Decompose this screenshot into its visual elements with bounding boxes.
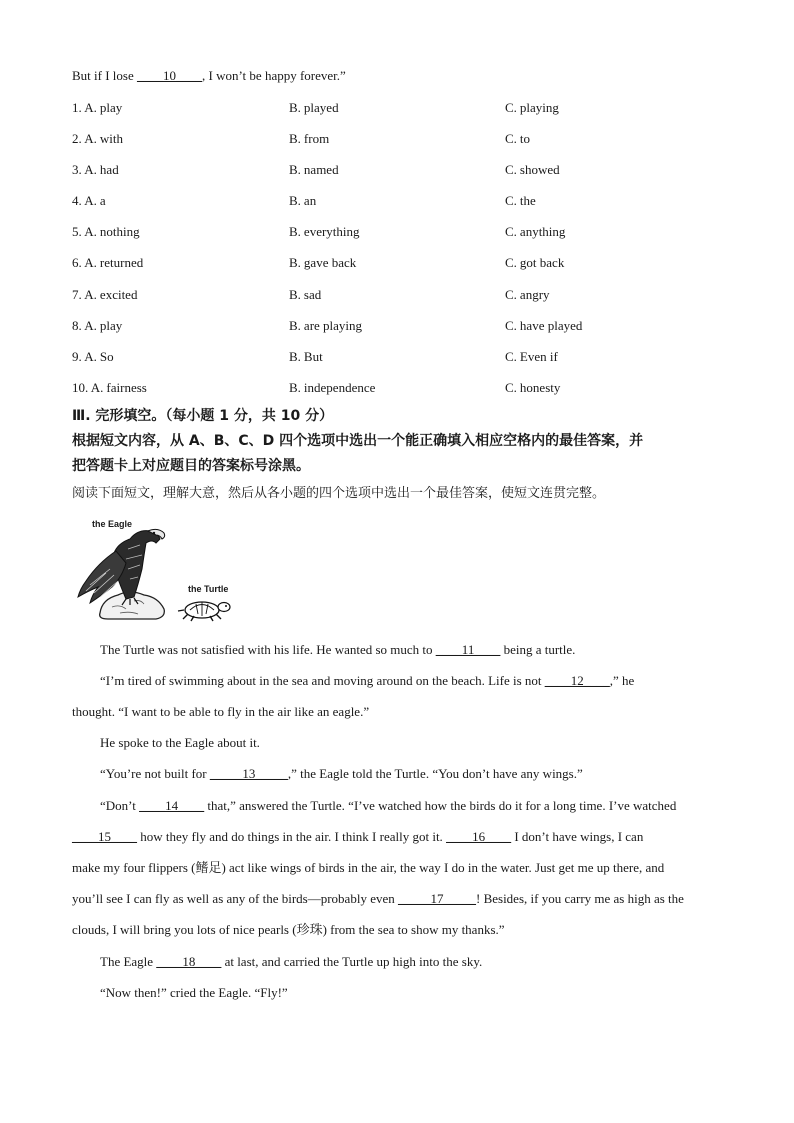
passage-last-line xyxy=(72,68,346,84)
turtle-label: the Turtle xyxy=(188,584,229,594)
option-b: B. independence xyxy=(289,380,376,395)
passage-paragraph-7: “Now then!” cried the Eagle. “Fly!” xyxy=(100,985,288,1000)
passage-paragraph-5-line-4: you’ll see I can fly as well as any of the birds—probably even _____17_____! Besides, if you carry me as high as the xyxy=(72,891,684,906)
passage-paragraph-3: He spoke to the Eagle about it. xyxy=(100,735,260,750)
option-a: 4. A. a xyxy=(72,193,106,208)
blank-17: _____17_____ xyxy=(397,891,476,906)
option-b: B. named xyxy=(289,162,339,177)
option-a: 10. A. fairness xyxy=(72,380,147,395)
option-c: C. honesty xyxy=(505,380,561,395)
section-instruction: 把答题卡上对应题目的答案标号涂黑。 xyxy=(72,458,310,474)
option-c: C. the xyxy=(505,193,536,208)
blank-14: ____14____ xyxy=(139,798,205,813)
section-instruction: 根据短文内容，从 A、B、C、D 四个选项中选出一个能正确填入相应空格内的最佳答案，并 xyxy=(72,433,644,449)
option-row-4 xyxy=(72,193,732,209)
option-b: B. sad xyxy=(289,287,322,302)
passage-paragraph-5: “Don’t ____14____ that,” answered the Turtle. “I’ve watched how the birds do it for a long time. I’ve watched xyxy=(100,798,677,813)
passage-paragraph-1: The Turtle was not satisfied with his life. He wanted so much to ____11____ being a turtle. xyxy=(100,642,576,657)
option-b: B. from xyxy=(289,131,330,146)
reading-instruction: 阅读下面短文，理解大意，然后从各小题的四个选项中选出一个最佳答案，使短文连贯完整。 xyxy=(72,486,606,501)
option-c: C. got back xyxy=(505,255,565,270)
text: , I won’t be happy forever.” xyxy=(202,68,346,83)
passage-paragraph-5-line-5: clouds, I will bring you lots of nice pearls (珍珠) from the sea to show my thanks.” xyxy=(72,922,505,937)
blank-13: _____13_____ xyxy=(209,766,288,781)
option-a: 6. A. returned xyxy=(72,255,144,270)
passage-paragraph-6: The Eagle ____18____ at last, and carried the Turtle up high into the sky. xyxy=(100,954,483,969)
option-b: B. played xyxy=(289,100,339,115)
option-a: 1. A. play xyxy=(72,100,123,115)
passage-paragraph-5-line-2: ____15____ how they fly and do things in the air. I think I really got it. ____16____ I don’t have wings, I can xyxy=(72,829,644,844)
option-c: C. anything xyxy=(505,224,566,239)
blank-18: ____18____ xyxy=(156,954,222,969)
option-row-3 xyxy=(72,162,732,178)
option-c: C. angry xyxy=(505,287,550,302)
illustration xyxy=(72,515,242,627)
option-a: 9. A. So xyxy=(72,349,114,364)
blank-16: ____16____ xyxy=(446,829,512,844)
option-row-10 xyxy=(72,380,732,396)
option-c: C. Even if xyxy=(505,349,558,364)
eagle-turtle-drawing xyxy=(72,515,242,627)
option-c: C. playing xyxy=(505,100,559,115)
passage-paragraph-4: “You’re not built for _____13_____,” the Eagle told the Turtle. “You don’t have any wings.” xyxy=(100,766,583,781)
option-b: B. an xyxy=(289,193,317,208)
section-title: Ⅲ. 完形填空。（每小题 1 分，共 10 分） xyxy=(72,408,334,424)
option-a: 2. A. with xyxy=(72,131,124,146)
passage-paragraph-5-line-3: make my four flippers (鳍足) act like wings of birds in the air, the way I do in the water. Just get me up there, and xyxy=(72,860,665,875)
passage-paragraph-2-cont: thought. “I want to be able to fly in the air like an eagle.” xyxy=(72,704,370,719)
option-b: B. are playing xyxy=(289,318,363,333)
option-row-8 xyxy=(72,318,732,334)
option-a: 3. A. had xyxy=(72,162,119,177)
option-a: 8. A. play xyxy=(72,318,123,333)
eagle-label: the Eagle xyxy=(92,519,133,529)
option-row-2 xyxy=(72,131,732,147)
option-row-1 xyxy=(72,100,732,116)
text: But if I lose xyxy=(72,68,137,83)
blank-12: ____12____ xyxy=(544,673,610,688)
blank-10: ____10____ xyxy=(137,68,202,83)
option-b: B. gave back xyxy=(289,255,357,270)
blank-15: ____15____ xyxy=(72,829,137,844)
option-a: 5. A. nothing xyxy=(72,224,140,239)
option-b: B. everything xyxy=(289,224,360,239)
option-c: C. showed xyxy=(505,162,560,177)
option-a: 7. A. excited xyxy=(72,287,138,302)
option-c: C. have played xyxy=(505,318,583,333)
option-row-6 xyxy=(72,255,732,271)
option-row-9 xyxy=(72,349,732,365)
option-row-5 xyxy=(72,224,732,240)
option-b: B. But xyxy=(289,349,323,364)
option-row-7 xyxy=(72,287,732,303)
passage-paragraph-2: “I’m tired of swimming about in the sea and moving around on the beach. Life is not ____12____,” he xyxy=(100,673,635,688)
blank-11: ____11____ xyxy=(435,642,501,657)
option-c: C. to xyxy=(505,131,531,146)
